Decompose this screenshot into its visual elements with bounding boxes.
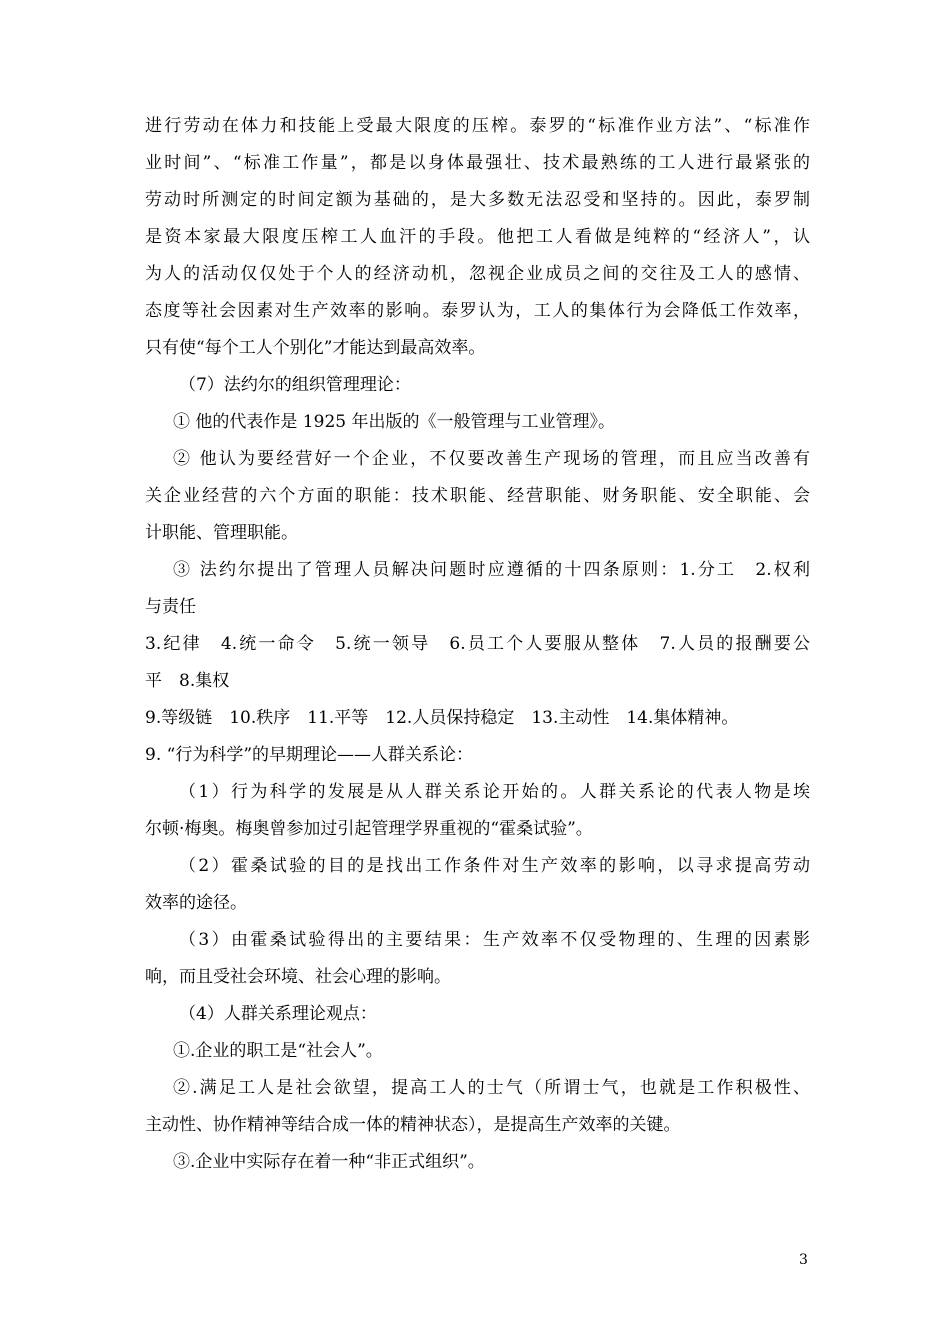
- text-line: 响，而且受社会环境、社会心理的影响。: [145, 967, 451, 987]
- text-line: ① 他的代表作是 1925 年出版的《一般管理与工业管理》。: [173, 412, 615, 432]
- text-line: ②.满足工人是社会欲望，提高工人的士气（所谓士气，也就是工作积极性、: [173, 1078, 810, 1098]
- text-line: 为人的活动仅仅处于个人的经济动机，忽视企业成员之间的交往及工人的感情、: [145, 264, 810, 284]
- text-line: 关企业经营的六个方面的职能：技术职能、经营职能、财务职能、安全职能、会: [145, 486, 810, 506]
- text-line: 劳动时所测定的时间定额为基础的，是大多数无法忍受和坚持的。因此，泰罗制: [145, 190, 810, 210]
- text-line: 态度等社会因素对生产效率的影响。泰罗认为，工人的集体行为会降低工作效率，: [145, 301, 810, 321]
- text-line: （2）霍桑试验的目的是找出工作条件对生产效率的影响，以寻求提高劳动: [179, 856, 810, 876]
- text-line: ③.企业中实际存在着一种“非正式组织”。: [173, 1152, 485, 1172]
- text-line: 3.纪律 4.统一命令 5.统一领导 6.员工个人要服从整体 7.人员的报酬要公: [145, 634, 810, 654]
- text-line: 只有使“每个工人个别化”才能达到最高效率。: [145, 338, 486, 358]
- text-line: 9. “行为科学”的早期理论——人群关系论：: [145, 745, 474, 765]
- text-line: （4）人群关系理论观点：: [179, 1004, 377, 1024]
- text-line: 9.等级链 10.秩序 11.平等 12.人员保持稳定 13.主动性 14.集体精神。: [145, 708, 739, 728]
- text-line: 是资本家最大限度压榨工人血汗的手段。他把工人看做是纯粹的“经济人”，认: [145, 227, 810, 247]
- text-line: 尔顿·梅奥。梅奥曾参加过引起管理学界重视的“霍桑试验”。: [145, 819, 593, 839]
- text-line: ①.企业的职工是“社会人”。: [173, 1041, 383, 1061]
- text-line: 计职能、管理职能。: [145, 523, 298, 543]
- text-line: ③ 法约尔提出了管理人员解决问题时应遵循的十四条原则：1.分工 2.权利: [173, 560, 810, 580]
- text-line: 效率的途径。: [145, 893, 247, 913]
- text-line: 进行劳动在体力和技能上受最大限度的压榨。泰罗的“标准作业方法”、“标准作: [145, 116, 810, 136]
- text-line: （3）由霍桑试验得出的主要结果：生产效率不仅受物理的、生理的因素影: [179, 930, 810, 950]
- text-line: ② 他认为要经营好一个企业，不仅要改善生产现场的管理，而且应当改善有: [173, 449, 810, 469]
- text-line: 主动性、协作精神等结合成一体的精神状态），是提高生产效率的关键。: [145, 1115, 681, 1135]
- body-text: [145, 108, 810, 1181]
- text-line: 平 8.集权: [145, 671, 230, 691]
- text-line: 业时间”、“标准工作量”，都是以身体最强壮、技术最熟练的工人进行最紧张的: [145, 153, 810, 173]
- page-number: 3: [799, 1252, 808, 1268]
- text-line: （7）法约尔的组织管理理论：: [179, 375, 411, 395]
- text-line: 与责任: [145, 597, 196, 617]
- text-line: （1）行为科学的发展是从人群关系论开始的。人群关系论的代表人物是埃: [179, 782, 810, 802]
